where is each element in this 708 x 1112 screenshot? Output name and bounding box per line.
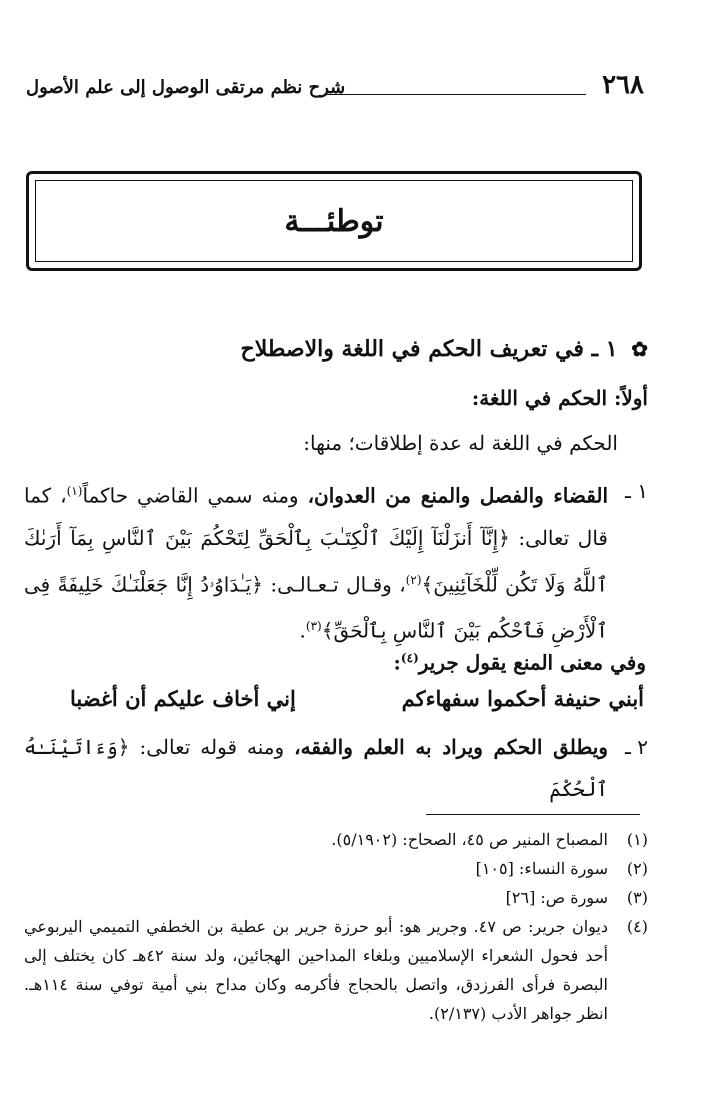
list-item-2 [24,726,648,810]
footnote-text: المصباح المنير ص ٤٥، الصحاح: (٥/١٩٠٢). [331,830,608,849]
jarir-intro-line [24,640,648,681]
footnote-ref-4: (٤) [400,651,419,665]
footnote-number: (٢) [626,859,648,878]
verse-hemistich-2: إني أخاف عليكم أن أغضبا [70,686,296,711]
header-rule [326,94,586,95]
item-number: ١ ـ [625,479,648,503]
footnotes [24,825,648,1028]
footnote [24,883,648,912]
item-bold-term: ويطلق الحكم ويراد به العلم والفقه، [294,735,609,759]
jarir-intro-text: وفي معنى المنع يقول جرير [418,650,646,675]
chapter-title-inner-frame [35,180,633,262]
section-heading [24,332,648,366]
footnote-number: (٣) [626,888,648,907]
verse-hemistich-1: أبني حنيفة أحكموا سفهاءكم [401,686,644,711]
footnote-ref-2: (٢) [405,572,422,587]
footnote [24,854,648,883]
item-body-3: ، وقـال تـعـالـى: [262,572,406,597]
footnote [24,825,648,854]
running-title: شرح نظم مرتقى الوصول إلى علم الأصول [26,77,346,98]
subheading: أولاً: الحكم في اللغة: [471,386,648,410]
footnote-number: (٤) [626,917,648,936]
footnote [24,912,648,1028]
footnote-text: سورة النساء: [١٠٥] [475,859,608,878]
quran-quote-1: ﴿إِنَّآ أَنزَلْنَآ إِلَيْكَ ٱلْكِتَـٰبَ بِٱلْحَقِّ لِتَحْكُمَ بَيْنَ ٱلنَّاسِ بِمَآ أَرَىٰكَ ٱللَّهُ وَلَا تَكُن لِّلْخَآئِنِينَ﴾ [24,525,608,597]
footnote-ref-1: (١) [66,484,83,498]
section-number: ١ ـ [591,336,618,362]
page-number: ٢٦٨ [602,70,644,100]
quran-quote-3: ﴿وَءَاتَيْنَـٰهُ ٱلْحُكْمَ [24,735,608,801]
poetry-verse [70,686,644,722]
item-body: ومنه قوله تعالى: [129,735,295,759]
item-number: ٢ ـ [625,735,648,759]
quran-quote-2: ﴿يَـٰدَاوُۥدُ إِنَّا جَعَلْنَـٰكَ خَلِيفَةً فِى ٱلْأَرْضِ فَٱحْكُم بَيْنَ ٱلنَّاسِ بِٱلْحَقِّ﴾ [24,572,608,643]
footnote-number: (١) [626,830,648,849]
chapter-title-frame [26,171,642,271]
jarir-colon: : [393,650,401,675]
item-body-2: ، كما قال تعالى: [24,483,608,550]
item-end: . [299,618,306,643]
flower-bullet-icon: ✿ [631,337,648,361]
chapter-title: توطئـــة [284,203,384,239]
intro-paragraph: الحكم في اللغة له عدة إطلاقات؛ منها: [303,431,618,455]
footnote-separator [426,814,640,815]
item-body: ومنه سمي القاضي حاكماً [82,483,308,508]
footnote-text: سورة ص: [٢٦] [505,888,608,907]
footnote-text: ديوان جرير: ص ٤٧. وجرير هو: أبو حرزة جرير بن عطية بن الخطفي التميمي اليربوعي أحد فحول الشعراء الإسلاميين وبلغاء المداحين الهجائين، ولد سنة ٤٢هـ كان يختلف إلى البصرة فرأى الفرزدق، واتصل بالحجاج فأكرمه وكان مداح بني أمية توفي سنة ١١٤هـ. انظر جواهر الأدب (٢/١٣٧). [24,917,609,1023]
page-header [26,70,644,104]
item-text [24,470,608,652]
item-bold-term: القضاء والفصل والمنع من العدوان، [307,483,608,508]
section-heading-text: في تعريف الحكم في اللغة والاصطلاح [240,336,584,362]
footnote-ref-3: (٣) [305,619,322,634]
list-item-1 [24,470,648,652]
item-text [24,726,608,810]
